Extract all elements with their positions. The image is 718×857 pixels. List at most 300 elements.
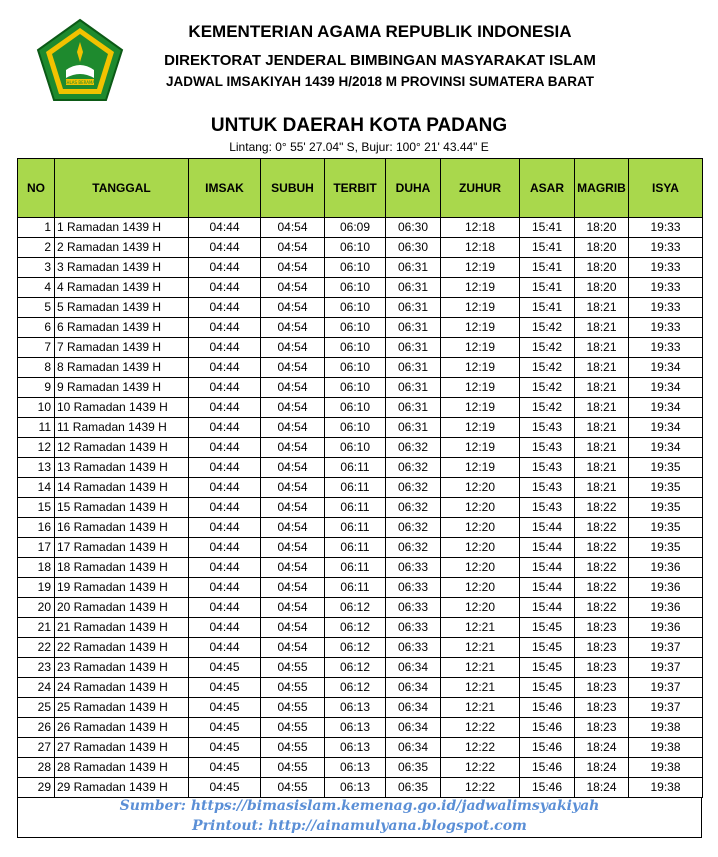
cell-magrib: 18:23 bbox=[575, 718, 629, 738]
cell-subuh: 04:54 bbox=[261, 278, 325, 298]
cell-no: 21 bbox=[18, 618, 55, 638]
column-header-imsak: IMSAK bbox=[189, 159, 261, 218]
cell-terbit: 06:10 bbox=[325, 438, 386, 458]
cell-asar: 15:46 bbox=[520, 778, 575, 798]
cell-asar: 15:44 bbox=[520, 578, 575, 598]
cell-subuh: 04:54 bbox=[261, 298, 325, 318]
cell-magrib: 18:22 bbox=[575, 518, 629, 538]
cell-magrib: 18:21 bbox=[575, 438, 629, 458]
cell-isya: 19:34 bbox=[629, 358, 703, 378]
cell-tanggal: 15 Ramadan 1439 H bbox=[55, 498, 189, 518]
cell-isya: 19:38 bbox=[629, 718, 703, 738]
cell-tanggal: 7 Ramadan 1439 H bbox=[55, 338, 189, 358]
cell-terbit: 06:10 bbox=[325, 418, 386, 438]
table-row bbox=[18, 738, 703, 758]
cell-imsak: 04:44 bbox=[189, 358, 261, 378]
cell-isya: 19:33 bbox=[629, 258, 703, 278]
cell-zuhur: 12:22 bbox=[441, 758, 520, 778]
cell-terbit: 06:11 bbox=[325, 538, 386, 558]
cell-subuh: 04:54 bbox=[261, 498, 325, 518]
cell-isya: 19:37 bbox=[629, 678, 703, 698]
cell-asar: 15:43 bbox=[520, 438, 575, 458]
cell-isya: 19:38 bbox=[629, 758, 703, 778]
cell-tanggal: 14 Ramadan 1439 H bbox=[55, 478, 189, 498]
table-row bbox=[18, 438, 703, 458]
cell-duha: 06:34 bbox=[386, 738, 441, 758]
table-row bbox=[18, 618, 703, 638]
cell-no: 16 bbox=[18, 518, 55, 538]
cell-terbit: 06:12 bbox=[325, 638, 386, 658]
table-row bbox=[18, 278, 703, 298]
cell-magrib: 18:22 bbox=[575, 598, 629, 618]
cell-no: 25 bbox=[18, 698, 55, 718]
cell-magrib: 18:22 bbox=[575, 558, 629, 578]
cell-zuhur: 12:21 bbox=[441, 638, 520, 658]
cell-duha: 06:31 bbox=[386, 278, 441, 298]
cell-isya: 19:34 bbox=[629, 398, 703, 418]
cell-zuhur: 12:19 bbox=[441, 298, 520, 318]
cell-asar: 15:42 bbox=[520, 318, 575, 338]
cell-magrib: 18:21 bbox=[575, 378, 629, 398]
cell-tanggal: 18 Ramadan 1439 H bbox=[55, 558, 189, 578]
cell-duha: 06:31 bbox=[386, 378, 441, 398]
cell-subuh: 04:55 bbox=[261, 698, 325, 718]
cell-no: 14 bbox=[18, 478, 55, 498]
table-row bbox=[18, 478, 703, 498]
cell-duha: 06:32 bbox=[386, 478, 441, 498]
cell-zuhur: 12:19 bbox=[441, 458, 520, 478]
cell-imsak: 04:44 bbox=[189, 618, 261, 638]
column-header-no: NO bbox=[18, 159, 55, 218]
table-row bbox=[18, 358, 703, 378]
column-header-asar: ASAR bbox=[520, 159, 575, 218]
cell-isya: 19:33 bbox=[629, 238, 703, 258]
cell-isya: 19:37 bbox=[629, 698, 703, 718]
source-link[interactable]: Sumber: https://bimasislam.kemenag.go.id/jadwalimsyakiyah bbox=[119, 798, 600, 814]
cell-duha: 06:31 bbox=[386, 258, 441, 278]
cell-zuhur: 12:19 bbox=[441, 258, 520, 278]
cell-subuh: 04:54 bbox=[261, 418, 325, 438]
cell-subuh: 04:54 bbox=[261, 358, 325, 378]
cell-zuhur: 12:18 bbox=[441, 238, 520, 258]
cell-terbit: 06:12 bbox=[325, 678, 386, 698]
cell-imsak: 04:44 bbox=[189, 238, 261, 258]
cell-asar: 15:45 bbox=[520, 638, 575, 658]
cell-subuh: 04:55 bbox=[261, 758, 325, 778]
cell-terbit: 06:11 bbox=[325, 478, 386, 498]
cell-subuh: 04:54 bbox=[261, 518, 325, 538]
cell-terbit: 06:10 bbox=[325, 278, 386, 298]
column-header-magrib: MAGRIB bbox=[575, 159, 629, 218]
cell-duha: 06:32 bbox=[386, 438, 441, 458]
cell-imsak: 04:44 bbox=[189, 498, 261, 518]
schedule-title: JADWAL IMSAKIYAH 1439 H/2018 M PROVINSI SUMATERA BARAT bbox=[165, 74, 595, 89]
cell-tanggal: 28 Ramadan 1439 H bbox=[55, 758, 189, 778]
cell-duha: 06:33 bbox=[386, 598, 441, 618]
cell-tanggal: 16 Ramadan 1439 H bbox=[55, 518, 189, 538]
cell-duha: 06:33 bbox=[386, 618, 441, 638]
cell-isya: 19:38 bbox=[629, 738, 703, 758]
cell-asar: 15:46 bbox=[520, 758, 575, 778]
cell-asar: 15:46 bbox=[520, 738, 575, 758]
column-header-duha: DUHA bbox=[386, 159, 441, 218]
cell-magrib: 18:20 bbox=[575, 218, 629, 238]
cell-imsak: 04:45 bbox=[189, 778, 261, 798]
table-row bbox=[18, 578, 703, 598]
cell-subuh: 04:54 bbox=[261, 638, 325, 658]
cell-tanggal: 25 Ramadan 1439 H bbox=[55, 698, 189, 718]
cell-zuhur: 12:22 bbox=[441, 718, 520, 738]
cell-terbit: 06:11 bbox=[325, 458, 386, 478]
cell-terbit: 06:11 bbox=[325, 578, 386, 598]
cell-tanggal: 13 Ramadan 1439 H bbox=[55, 458, 189, 478]
cell-isya: 19:35 bbox=[629, 518, 703, 538]
cell-zuhur: 12:19 bbox=[441, 438, 520, 458]
cell-zuhur: 12:21 bbox=[441, 658, 520, 678]
cell-magrib: 18:20 bbox=[575, 238, 629, 258]
cell-imsak: 04:44 bbox=[189, 378, 261, 398]
cell-subuh: 04:54 bbox=[261, 458, 325, 478]
cell-terbit: 06:11 bbox=[325, 498, 386, 518]
cell-imsak: 04:44 bbox=[189, 638, 261, 658]
cell-magrib: 18:20 bbox=[575, 258, 629, 278]
cell-imsak: 04:44 bbox=[189, 538, 261, 558]
cell-asar: 15:44 bbox=[520, 538, 575, 558]
cell-terbit: 06:11 bbox=[325, 518, 386, 538]
cell-imsak: 04:44 bbox=[189, 218, 261, 238]
cell-duha: 06:34 bbox=[386, 698, 441, 718]
cell-zuhur: 12:20 bbox=[441, 598, 520, 618]
cell-magrib: 18:20 bbox=[575, 278, 629, 298]
cell-terbit: 06:10 bbox=[325, 298, 386, 318]
cell-isya: 19:33 bbox=[629, 218, 703, 238]
cell-tanggal: 11 Ramadan 1439 H bbox=[55, 418, 189, 438]
cell-imsak: 04:44 bbox=[189, 418, 261, 438]
cell-asar: 15:42 bbox=[520, 398, 575, 418]
cell-no: 10 bbox=[18, 398, 55, 418]
cell-asar: 15:43 bbox=[520, 458, 575, 478]
cell-zuhur: 12:22 bbox=[441, 738, 520, 758]
cell-zuhur: 12:20 bbox=[441, 578, 520, 598]
cell-duha: 06:32 bbox=[386, 518, 441, 538]
table-row bbox=[18, 698, 703, 718]
cell-terbit: 06:10 bbox=[325, 378, 386, 398]
cell-no: 4 bbox=[18, 278, 55, 298]
cell-terbit: 06:10 bbox=[325, 258, 386, 278]
cell-magrib: 18:21 bbox=[575, 318, 629, 338]
table-row bbox=[18, 398, 703, 418]
cell-magrib: 18:24 bbox=[575, 758, 629, 778]
cell-magrib: 18:21 bbox=[575, 458, 629, 478]
column-header-subuh: SUBUH bbox=[261, 159, 325, 218]
cell-terbit: 06:11 bbox=[325, 558, 386, 578]
cell-asar: 15:43 bbox=[520, 478, 575, 498]
cell-duha: 06:34 bbox=[386, 678, 441, 698]
cell-tanggal: 3 Ramadan 1439 H bbox=[55, 258, 189, 278]
cell-imsak: 04:45 bbox=[189, 738, 261, 758]
cell-imsak: 04:45 bbox=[189, 758, 261, 778]
cell-asar: 15:42 bbox=[520, 338, 575, 358]
cell-tanggal: 23 Ramadan 1439 H bbox=[55, 658, 189, 678]
cell-duha: 06:31 bbox=[386, 318, 441, 338]
cell-isya: 19:33 bbox=[629, 318, 703, 338]
cell-duha: 06:35 bbox=[386, 758, 441, 778]
cell-magrib: 18:22 bbox=[575, 578, 629, 598]
cell-no: 5 bbox=[18, 298, 55, 318]
cell-imsak: 04:45 bbox=[189, 678, 261, 698]
cell-no: 8 bbox=[18, 358, 55, 378]
table-row bbox=[18, 638, 703, 658]
printout-link[interactable]: Printout: http://ainamulyana.blogspot.com bbox=[192, 818, 527, 834]
cell-no: 12 bbox=[18, 438, 55, 458]
cell-zuhur: 12:19 bbox=[441, 318, 520, 338]
column-header-isya: ISYA bbox=[629, 159, 703, 218]
cell-imsak: 04:44 bbox=[189, 558, 261, 578]
cell-asar: 15:41 bbox=[520, 218, 575, 238]
cell-duha: 06:32 bbox=[386, 498, 441, 518]
cell-zuhur: 12:19 bbox=[441, 278, 520, 298]
cell-asar: 15:41 bbox=[520, 278, 575, 298]
cell-tanggal: 26 Ramadan 1439 H bbox=[55, 718, 189, 738]
cell-subuh: 04:54 bbox=[261, 558, 325, 578]
table-row bbox=[18, 318, 703, 338]
cell-no: 23 bbox=[18, 658, 55, 678]
cell-tanggal: 6 Ramadan 1439 H bbox=[55, 318, 189, 338]
cell-isya: 19:38 bbox=[629, 778, 703, 798]
cell-magrib: 18:21 bbox=[575, 478, 629, 498]
cell-duha: 06:35 bbox=[386, 778, 441, 798]
cell-tanggal: 9 Ramadan 1439 H bbox=[55, 378, 189, 398]
cell-asar: 15:44 bbox=[520, 598, 575, 618]
cell-isya: 19:36 bbox=[629, 558, 703, 578]
cell-subuh: 04:54 bbox=[261, 318, 325, 338]
table-row bbox=[18, 678, 703, 698]
cell-imsak: 04:44 bbox=[189, 438, 261, 458]
cell-imsak: 04:44 bbox=[189, 398, 261, 418]
cell-duha: 06:32 bbox=[386, 538, 441, 558]
cell-magrib: 18:21 bbox=[575, 398, 629, 418]
table-row bbox=[18, 658, 703, 678]
cell-no: 17 bbox=[18, 538, 55, 558]
cell-imsak: 04:44 bbox=[189, 298, 261, 318]
cell-subuh: 04:54 bbox=[261, 618, 325, 638]
cell-asar: 15:41 bbox=[520, 258, 575, 278]
ministry-title: KEMENTERIAN AGAMA REPUBLIK INDONESIA bbox=[188, 22, 572, 41]
table-row bbox=[18, 558, 703, 578]
cell-no: 22 bbox=[18, 638, 55, 658]
cell-tanggal: 22 Ramadan 1439 H bbox=[55, 638, 189, 658]
cell-subuh: 04:54 bbox=[261, 598, 325, 618]
cell-no: 29 bbox=[18, 778, 55, 798]
cell-zuhur: 12:21 bbox=[441, 698, 520, 718]
cell-isya: 19:35 bbox=[629, 538, 703, 558]
cell-asar: 15:46 bbox=[520, 698, 575, 718]
cell-isya: 19:36 bbox=[629, 578, 703, 598]
cell-isya: 19:36 bbox=[629, 618, 703, 638]
cell-subuh: 04:55 bbox=[261, 778, 325, 798]
table-row bbox=[18, 538, 703, 558]
cell-no: 24 bbox=[18, 678, 55, 698]
cell-duha: 06:31 bbox=[386, 298, 441, 318]
cell-subuh: 04:54 bbox=[261, 238, 325, 258]
table-row bbox=[18, 378, 703, 398]
cell-terbit: 06:13 bbox=[325, 718, 386, 738]
cell-no: 1 bbox=[18, 218, 55, 238]
cell-isya: 19:33 bbox=[629, 278, 703, 298]
cell-duha: 06:31 bbox=[386, 338, 441, 358]
cell-tanggal: 29 Ramadan 1439 H bbox=[55, 778, 189, 798]
cell-asar: 15:45 bbox=[520, 658, 575, 678]
cell-imsak: 04:44 bbox=[189, 578, 261, 598]
cell-zuhur: 12:22 bbox=[441, 778, 520, 798]
cell-subuh: 04:55 bbox=[261, 658, 325, 678]
column-header-tanggal: TANGGAL bbox=[55, 159, 189, 218]
kemenag-logo bbox=[36, 18, 124, 102]
cell-imsak: 04:44 bbox=[189, 458, 261, 478]
cell-no: 13 bbox=[18, 458, 55, 478]
table-row bbox=[18, 598, 703, 618]
cell-asar: 15:43 bbox=[520, 498, 575, 518]
cell-zuhur: 12:19 bbox=[441, 398, 520, 418]
cell-imsak: 04:45 bbox=[189, 718, 261, 738]
cell-zuhur: 12:19 bbox=[441, 378, 520, 398]
cell-tanggal: 20 Ramadan 1439 H bbox=[55, 598, 189, 618]
cell-duha: 06:33 bbox=[386, 558, 441, 578]
cell-subuh: 04:55 bbox=[261, 678, 325, 698]
cell-tanggal: 1 Ramadan 1439 H bbox=[55, 218, 189, 238]
table-row bbox=[18, 778, 703, 798]
cell-terbit: 06:09 bbox=[325, 218, 386, 238]
cell-zuhur: 12:21 bbox=[441, 618, 520, 638]
table-row bbox=[18, 758, 703, 778]
cell-no: 15 bbox=[18, 498, 55, 518]
cell-imsak: 04:44 bbox=[189, 478, 261, 498]
cell-isya: 19:36 bbox=[629, 598, 703, 618]
cell-no: 9 bbox=[18, 378, 55, 398]
cell-no: 11 bbox=[18, 418, 55, 438]
cell-magrib: 18:23 bbox=[575, 618, 629, 638]
cell-no: 27 bbox=[18, 738, 55, 758]
cell-terbit: 06:13 bbox=[325, 778, 386, 798]
cell-zuhur: 12:19 bbox=[441, 358, 520, 378]
region-title: UNTUK DAERAH KOTA PADANG bbox=[210, 115, 508, 136]
cell-isya: 19:33 bbox=[629, 338, 703, 358]
cell-isya: 19:37 bbox=[629, 638, 703, 658]
cell-duha: 06:33 bbox=[386, 578, 441, 598]
cell-magrib: 18:22 bbox=[575, 538, 629, 558]
cell-tanggal: 19 Ramadan 1439 H bbox=[55, 578, 189, 598]
cell-asar: 15:41 bbox=[520, 238, 575, 258]
table-row bbox=[18, 418, 703, 438]
cell-terbit: 06:12 bbox=[325, 618, 386, 638]
cell-asar: 15:45 bbox=[520, 618, 575, 638]
cell-terbit: 06:10 bbox=[325, 318, 386, 338]
cell-zuhur: 12:20 bbox=[441, 498, 520, 518]
imsakiyah-table bbox=[17, 158, 703, 798]
cell-subuh: 04:55 bbox=[261, 718, 325, 738]
cell-imsak: 04:44 bbox=[189, 258, 261, 278]
cell-duha: 06:33 bbox=[386, 638, 441, 658]
cell-tanggal: 5 Ramadan 1439 H bbox=[55, 298, 189, 318]
cell-imsak: 04:44 bbox=[189, 278, 261, 298]
cell-asar: 15:44 bbox=[520, 558, 575, 578]
cell-isya: 19:34 bbox=[629, 438, 703, 458]
cell-duha: 06:34 bbox=[386, 658, 441, 678]
cell-subuh: 04:54 bbox=[261, 478, 325, 498]
cell-isya: 19:33 bbox=[629, 298, 703, 318]
cell-terbit: 06:13 bbox=[325, 758, 386, 778]
cell-subuh: 04:54 bbox=[261, 578, 325, 598]
cell-zuhur: 12:19 bbox=[441, 418, 520, 438]
cell-no: 20 bbox=[18, 598, 55, 618]
cell-terbit: 06:12 bbox=[325, 658, 386, 678]
cell-duha: 06:34 bbox=[386, 718, 441, 738]
column-header-terbit: TERBIT bbox=[325, 159, 386, 218]
cell-magrib: 18:23 bbox=[575, 638, 629, 658]
cell-no: 26 bbox=[18, 718, 55, 738]
cell-duha: 06:31 bbox=[386, 358, 441, 378]
cell-asar: 15:46 bbox=[520, 718, 575, 738]
cell-magrib: 18:21 bbox=[575, 338, 629, 358]
table-row bbox=[18, 518, 703, 538]
cell-imsak: 04:45 bbox=[189, 658, 261, 678]
cell-imsak: 04:44 bbox=[189, 518, 261, 538]
cell-magrib: 18:23 bbox=[575, 678, 629, 698]
cell-no: 18 bbox=[18, 558, 55, 578]
cell-tanggal: 27 Ramadan 1439 H bbox=[55, 738, 189, 758]
cell-magrib: 18:24 bbox=[575, 778, 629, 798]
cell-subuh: 04:54 bbox=[261, 218, 325, 238]
cell-isya: 19:35 bbox=[629, 458, 703, 478]
cell-zuhur: 12:19 bbox=[441, 338, 520, 358]
cell-terbit: 06:10 bbox=[325, 398, 386, 418]
table-row bbox=[18, 298, 703, 318]
cell-tanggal: 4 Ramadan 1439 H bbox=[55, 278, 189, 298]
cell-zuhur: 12:20 bbox=[441, 538, 520, 558]
cell-isya: 19:34 bbox=[629, 378, 703, 398]
table-row bbox=[18, 218, 703, 238]
cell-tanggal: 21 Ramadan 1439 H bbox=[55, 618, 189, 638]
cell-tanggal: 8 Ramadan 1439 H bbox=[55, 358, 189, 378]
table-row bbox=[18, 338, 703, 358]
cell-duha: 06:30 bbox=[386, 218, 441, 238]
cell-asar: 15:45 bbox=[520, 678, 575, 698]
cell-terbit: 06:10 bbox=[325, 238, 386, 258]
cell-terbit: 06:10 bbox=[325, 338, 386, 358]
cell-tanggal: 10 Ramadan 1439 H bbox=[55, 398, 189, 418]
cell-subuh: 04:54 bbox=[261, 378, 325, 398]
cell-tanggal: 24 Ramadan 1439 H bbox=[55, 678, 189, 698]
cell-terbit: 06:13 bbox=[325, 698, 386, 718]
cell-terbit: 06:13 bbox=[325, 738, 386, 758]
table-row bbox=[18, 498, 703, 518]
cell-no: 2 bbox=[18, 238, 55, 258]
cell-asar: 15:43 bbox=[520, 418, 575, 438]
cell-subuh: 04:54 bbox=[261, 438, 325, 458]
cell-isya: 19:37 bbox=[629, 658, 703, 678]
cell-duha: 06:31 bbox=[386, 418, 441, 438]
table-row bbox=[18, 258, 703, 278]
logo-motto: IKHLAS BERAMAL bbox=[62, 80, 98, 85]
cell-no: 7 bbox=[18, 338, 55, 358]
table-row bbox=[18, 458, 703, 478]
table-row bbox=[18, 238, 703, 258]
cell-no: 3 bbox=[18, 258, 55, 278]
cell-isya: 19:35 bbox=[629, 478, 703, 498]
cell-terbit: 06:10 bbox=[325, 358, 386, 378]
cell-duha: 06:32 bbox=[386, 458, 441, 478]
cell-tanggal: 2 Ramadan 1439 H bbox=[55, 238, 189, 258]
